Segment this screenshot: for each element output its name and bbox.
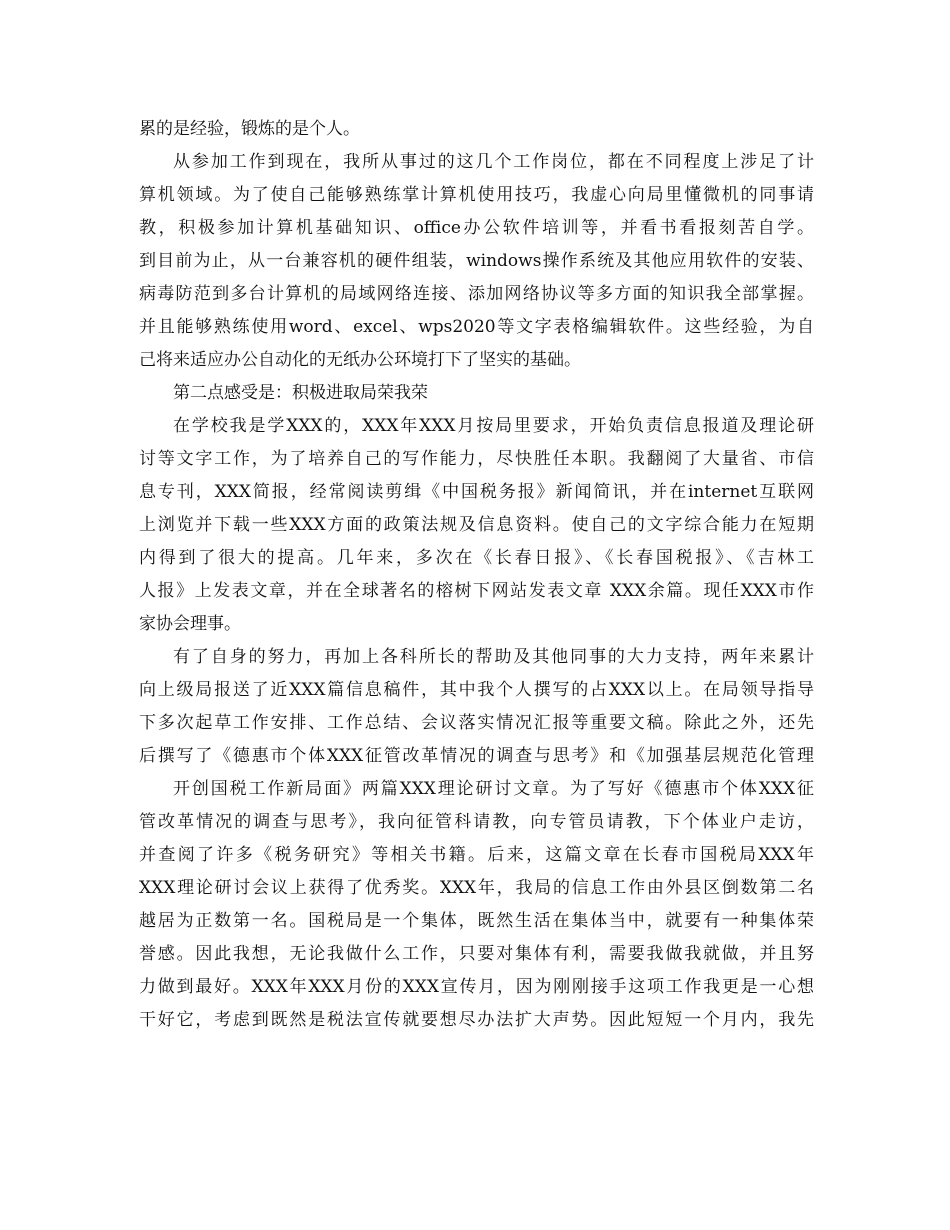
- text-line: 并查阅了许多《税务研究》等相关书籍。后来，这篇文章在长春市国税局XXX年: [139, 845, 814, 865]
- text-line: XXX理论研讨会议上获得了优秀奖。XXX年，我局的信息工作由外县区倒数第二名: [139, 878, 814, 898]
- text-line: 从参加工作到现在，我所从事过的这几个工作岗位，都在不同程度上涉足了计: [173, 152, 814, 172]
- text-line: 累的是经验，锻炼的是个人。: [139, 119, 360, 139]
- text-line: 后撰写了《德惠市个体XXX征管改革情况的调查与思考》和《加强基层规范化管理: [139, 746, 814, 766]
- text-line: 干好它，考虑到既然是税法宣传就要想尽办法扩大声势。因此短短一个月内，我先: [139, 1010, 814, 1030]
- text-line: 有了自身的努力，再加上各科所长的帮助及其他同事的大力支持，两年来累计: [173, 647, 814, 667]
- text-line: 下多次起草工作安排、工作总结、会议落实情况汇报等重要文稿。除此之外，还先: [139, 713, 814, 733]
- text-line: 越居为正数第一名。国税局是一个集体，既然生活在集体当中，就要有一种集体荣: [139, 911, 814, 931]
- text-line: 讨等文字工作，为了培养自己的写作能力，尽快胜任本职。我翻阅了大量省、市信: [139, 449, 814, 469]
- text-line: 人报》上发表文章，并在全球著名的榕树下网站发表文章 XXX余篇。现任XXX市作: [139, 581, 814, 601]
- text-line: 上浏览并下载一些XXX方面的政策法规及信息资料。使自己的文字综合能力在短期: [139, 515, 814, 535]
- text-line: 息专刊，XXX简报，经常阅读剪缉《中国税务报》新闻简讯，并在internet互联网: [139, 482, 814, 502]
- text-line: 教，积极参加计算机基础知识、office办公软件培训等，并看书看报刻苦自学。: [139, 218, 814, 238]
- text-line: 己将来适应办公自动化的无纸办公环境打下了坚实的基础。: [139, 350, 581, 370]
- text-line: 病毒防范到多台计算机的局域网络连接、添加网络协议等多方面的知识我全部掌握。: [139, 284, 814, 304]
- text-line: 并且能够熟练使用word、excel、wps2020等文字表格编辑软件。这些经验，为自: [139, 317, 814, 337]
- text-line: 第二点感受是：积极进取局荣我荣: [173, 383, 428, 403]
- text-line: 管改革情况的调查与思考》，我向征管科请教，向专管员请教，下个体业户走访，: [139, 812, 814, 832]
- text-line: 力做到最好。XXX年XXX月份的XXX宣传月，因为刚刚接手这项工作我更是一心想: [139, 977, 814, 997]
- text-line: 在学校我是学XXX的，XXX年XXX月按局里要求，开始负责信息报道及理论研: [173, 416, 814, 436]
- document-body: [139, 113, 814, 1037]
- text-line: 内得到了很大的提高。几年来，多次在《长春日报》、《长春国税报》、《吉林工: [139, 548, 814, 568]
- text-line: 开创国税工作新局面》两篇XXX理论研讨文章。为了写好《德惠市个体XXX征: [173, 779, 814, 799]
- text-line: 家协会理事。: [139, 614, 241, 634]
- text-line: 到目前为止，从一台兼容机的硬件组装，windows操作系统及其他应用软件的安装、: [139, 251, 814, 271]
- text-line: 算机领域。为了使自己能够熟练掌计算机使用技巧，我虚心向局里懂微机的同事请: [139, 185, 814, 205]
- text-line: 向上级局报送了近XXX篇信息稿件，其中我个人撰写的占XXX以上。在局领导指导: [139, 680, 814, 700]
- text-line: 誉感。因此我想，无论我做什么工作，只要对集体有利，需要我做我就做，并且努: [139, 944, 814, 964]
